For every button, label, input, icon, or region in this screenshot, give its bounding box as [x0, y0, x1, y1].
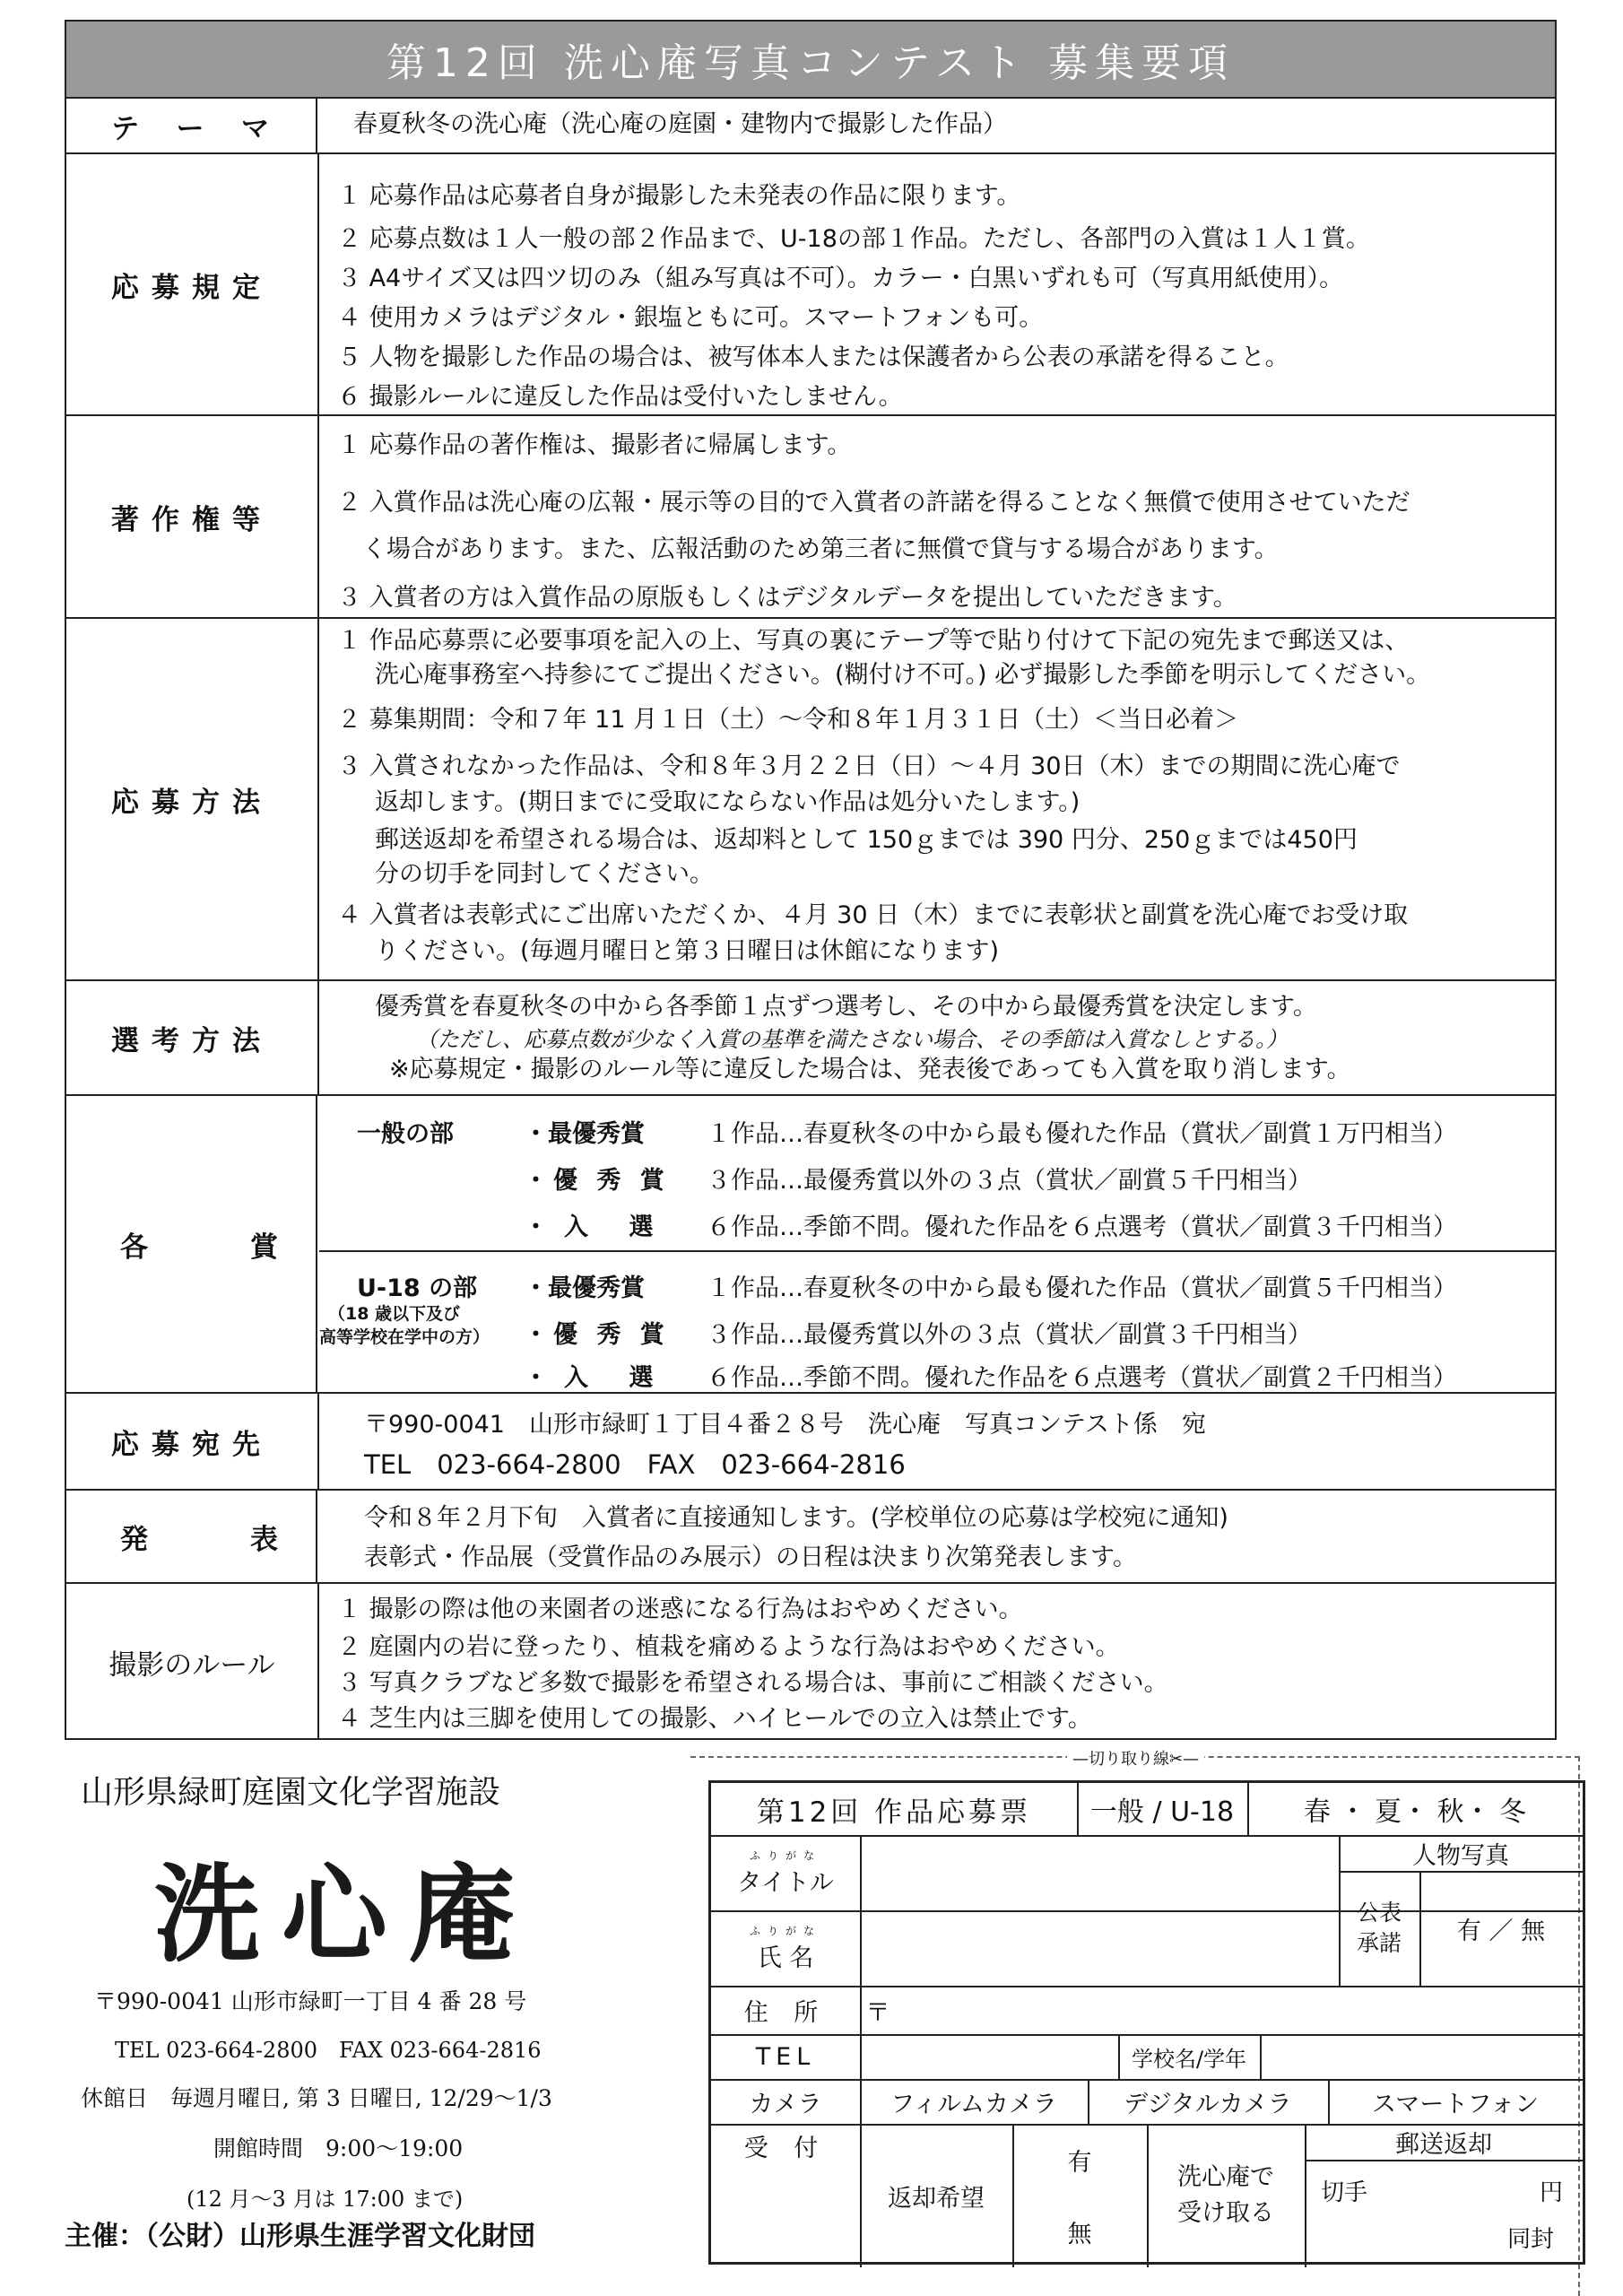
address-label: 応募宛先 — [66, 1394, 319, 1489]
form-title: 第12回 作品応募票 — [756, 1796, 1032, 1829]
copyright-item: １ 応募作品の著作権は、撮影者に帰属します。 — [337, 431, 852, 459]
address-line: 〒990-0041 山形市緑町１丁目４番２８号 洗心庵 写真コンテスト係 宛 — [364, 1411, 1206, 1439]
facility-closed: 休館日 毎週月曜日, 第 3 日曜日, 12/29〜1/3 — [81, 2085, 552, 2111]
address-input[interactable] — [899, 1987, 1581, 2032]
announce-row — [66, 1489, 1555, 1582]
method-item: 返却します。(期日までに受取にならない作品は処分いたします。) — [375, 788, 1081, 816]
award-desc: ６作品…季節不問。優れた作品を６点選考（賞状／副賞３千円相当） — [707, 1213, 1457, 1241]
awards-u18-note: （18 歳以下及び — [328, 1304, 461, 1324]
name-ruby: ふりがな — [749, 1925, 821, 1937]
method-label: 応募方法 — [66, 619, 319, 979]
mail-return-option[interactable]: 郵送返却 — [1395, 2130, 1492, 2159]
consent-choice[interactable]: 有 ／ 無 — [1456, 1917, 1546, 1945]
awards-row — [66, 1094, 1555, 1392]
consent-label: 公表 承諾 — [1356, 1900, 1402, 1956]
postal-mark: 〒 — [865, 1998, 890, 2027]
selection-row — [66, 979, 1555, 1094]
method-item: りください。(毎週月曜日と第３日曜日は休館になります) — [375, 937, 1000, 965]
tel-label: TEL — [755, 2042, 816, 2071]
method-item: 分の切手を同封してください。 — [375, 860, 714, 888]
name-label: ふりがな 氏 名 — [749, 1925, 821, 1972]
guidelines-table — [65, 20, 1557, 1740]
awards-label: 各 賞 — [66, 1096, 317, 1392]
selection-item: ※応募規定・撮影のルール等に違反した場合は、発表後であっても入賞を取り消します。 — [389, 1056, 1351, 1083]
theme-label: テ ー マ — [66, 99, 317, 152]
form-category[interactable]: 一般 / U-18 — [1089, 1796, 1235, 1828]
theme-row — [66, 97, 1555, 152]
copyright-label: 著作権等 — [66, 416, 319, 617]
award-desc: ３作品…最優秀賞以外の３点（賞状／副賞５千円相当） — [707, 1167, 1312, 1195]
award-prize: ・最優秀賞 — [524, 1274, 645, 1302]
method-item: 洗心庵事務室へ持参にてご提出ください。(糊付け不可。) 必ず撮影した季節を明示してください。 — [375, 661, 1431, 689]
announce-label: 発 表 — [66, 1491, 317, 1582]
awards-u18-note: 高等学校在学中の方） — [319, 1327, 490, 1347]
awards-divider — [319, 1250, 1555, 1252]
shooting-row — [66, 1582, 1555, 1740]
facility-tel: TEL 023-664-2800 FAX 023-664-2816 — [115, 2038, 542, 2063]
title-ruby: ふりがな — [749, 1849, 821, 1862]
facility-name: 山形県緑町庭園文化学習施設 — [81, 1774, 501, 1811]
theme-text: 春夏秋冬の洗心庵（洗心庵の庭園・建物内で撮影した作品） — [353, 110, 1007, 138]
stamp-label: 切手 — [1321, 2179, 1368, 2206]
yen-label: 円 — [1540, 2179, 1564, 2206]
reception-label: 受 付 — [743, 2134, 828, 2162]
enclose-label: 同封 — [1507, 2226, 1555, 2253]
facility-hours-note: (12 月〜3 月は 17:00 まで) — [187, 2187, 464, 2212]
copyright-row — [66, 414, 1555, 617]
entry-form — [708, 1780, 1585, 2265]
award-prize: ・入 選 — [524, 1364, 670, 1392]
facility-logo: 洗心庵 — [153, 1852, 536, 1977]
camera-label: カメラ — [749, 2090, 822, 2118]
return-yes-option[interactable]: 有 — [1067, 2148, 1092, 2177]
method-item: ４ 入賞者は表彰式にご出席いただくか、４月 30 日（木）までに表彰状と副賞を洗心庵でお受け取 — [337, 901, 1409, 929]
facility-hours: 開館時間 9:00〜19:00 — [213, 2135, 464, 2161]
copyright-item: く場合があります。また、広報活動のため第三者に無償で貸与する場合があります。 — [362, 535, 1279, 563]
awards-u18-name: U-18 の部 — [357, 1274, 478, 1302]
award-prize: ・入 選 — [524, 1213, 670, 1241]
address-label: 住 所 — [743, 1998, 828, 2027]
name-input[interactable] — [862, 1912, 1337, 1984]
form-seasons[interactable]: 春 ・ 夏・ 秋・ 冬 — [1303, 1796, 1527, 1828]
cut-label: —切り取り線✂— — [1067, 1746, 1204, 1770]
method-item: １ 作品応募票に必要事項を記入の上、写真の裏にテープ等で貼り付けて下記の宛先まで郵送又は、 — [337, 627, 1410, 655]
camera-film-option[interactable]: フィルムカメラ — [890, 2090, 1057, 2118]
announce-line: 表彰式・作品展（受賞作品のみ展示）の日程は決まり次第発表します。 — [364, 1544, 1137, 1571]
return-no-option[interactable]: 無 — [1067, 2220, 1092, 2248]
rules-label: 応募規定 — [66, 154, 319, 414]
rules-item: ５ 人物を撮影した作品の場合は、被写体本人または保護者から公表の承諾を得ること。 — [337, 344, 1289, 371]
award-desc: １作品…春夏秋冬の中から最も優れた作品（賞状／副賞１万円相当） — [707, 1120, 1457, 1148]
copyright-item: ３ 入賞者の方は入賞作品の原版もしくはデジタルデータを提出していただきます。 — [337, 584, 1237, 612]
rules-row — [66, 152, 1555, 414]
award-prize: ・優 秀 賞 — [524, 1321, 670, 1349]
announce-line: 令和８年２月下旬 入賞者に直接通知します。(学校単位の応募は学校宛に通知) — [364, 1504, 1228, 1532]
award-prize: ・優 秀 賞 — [524, 1167, 670, 1195]
shooting-label: 撮影のルール — [66, 1584, 319, 1740]
tel-input[interactable] — [862, 2036, 1116, 2077]
person-photo-label: 人物写真 — [1412, 1841, 1509, 1870]
facility-address: 〒990-0041 山形市緑町一丁目 4 番 28 号 — [94, 1988, 527, 2014]
award-desc: １作品…春夏秋冬の中から最も優れた作品（賞状／副賞５千円相当） — [707, 1274, 1457, 1302]
rules-item: １ 応募作品は応募者自身が撮影した未発表の作品に限ります。 — [337, 182, 1021, 210]
copyright-item: ２ 入賞作品は洗心庵の広報・展示等の目的で入賞者の許諾を得ることなく無償で使用させていただ — [337, 489, 1410, 517]
method-item: ２ 募集期間：令和７年 11 月１日（土）〜令和８年１月３１日（土）＜当日必着＞ — [337, 706, 1239, 734]
rules-item: ６ 撮影ルールに違反した作品は受付いたしません。 — [337, 383, 903, 411]
selection-item: （ただし、応募点数が少なく入賞の基準を満たさない場合、その季節は入賞なしとする。） — [416, 1027, 1288, 1052]
facility-host: 主催：（公財）山形県生涯学習文化財団 — [65, 2221, 535, 2252]
shooting-item: １ 撮影の際は他の来園者の迷惑になる行為はおやめください。 — [337, 1596, 1023, 1623]
award-desc: ６作品…季節不問。優れた作品を６点選考（賞状／副賞２千円相当） — [707, 1364, 1457, 1392]
rules-item: ２ 応募点数は１人一般の部２作品まで、U-18の部１作品。ただし、各部門の入賞は１人１賞。 — [337, 225, 1370, 253]
school-label: 学校名/学年 — [1131, 2046, 1247, 2072]
school-input[interactable] — [1262, 2036, 1581, 2077]
pickup-option[interactable]: 洗心庵で 受け取る — [1177, 2163, 1274, 2227]
rules-item: ４ 使用カメラはデジタル・銀塩ともに可。スマートフォンも可。 — [337, 304, 1044, 332]
title-input[interactable] — [862, 1837, 1337, 1909]
awards-general-name: 一般の部 — [357, 1120, 454, 1148]
method-item: 郵送返却を希望される場合は、返却料として 150ｇまでは 390 円分、250ｇまでは450円 — [375, 826, 1358, 854]
shooting-item: ２ 庭園内の岩に登ったり、植栽を痛めるような行為はおやめください。 — [337, 1633, 1120, 1661]
camera-phone-option[interactable]: スマートフォン — [1371, 2090, 1540, 2118]
selection-label: 選考方法 — [66, 981, 319, 1094]
award-desc: ３作品…最優秀賞以外の３点（賞状／副賞３千円相当） — [707, 1321, 1312, 1349]
return-label: 返却希望 — [888, 2184, 985, 2213]
method-row — [66, 617, 1555, 979]
method-item: ３ 入賞されなかった作品は、令和８年３月２２日（日）〜４月 30日（木）までの期間に洗心庵で — [337, 752, 1401, 780]
page-title: 第12回 洗心庵写真コンテスト 募集要項 — [66, 22, 1555, 97]
selection-item: 優秀賞を春夏秋冬の中から各季節１点ずつ選考し、その中から最優秀賞を決定します。 — [375, 993, 1317, 1021]
address-row — [66, 1392, 1555, 1489]
rules-item: ３ A4サイズ又は四ツ切のみ（組み写真は不可）。カラー・白黒いずれも可（写真用紙使用）。 — [337, 265, 1344, 292]
address-line: TEL 023-664-2800 FAX 023-664-2816 — [364, 1449, 906, 1480]
award-prize: ・最優秀賞 — [524, 1120, 645, 1148]
title-label: ふりがな タイトル — [737, 1849, 834, 1897]
camera-digital-option[interactable]: デジタルカメラ — [1124, 2090, 1292, 2118]
shooting-item: ４ 芝生内は三脚を使用しての撮影、ハイヒールでの立入は禁止です。 — [337, 1705, 1092, 1733]
shooting-item: ３ 写真クラブなど多数で撮影を希望される場合は、事前にご相談ください。 — [337, 1669, 1168, 1697]
